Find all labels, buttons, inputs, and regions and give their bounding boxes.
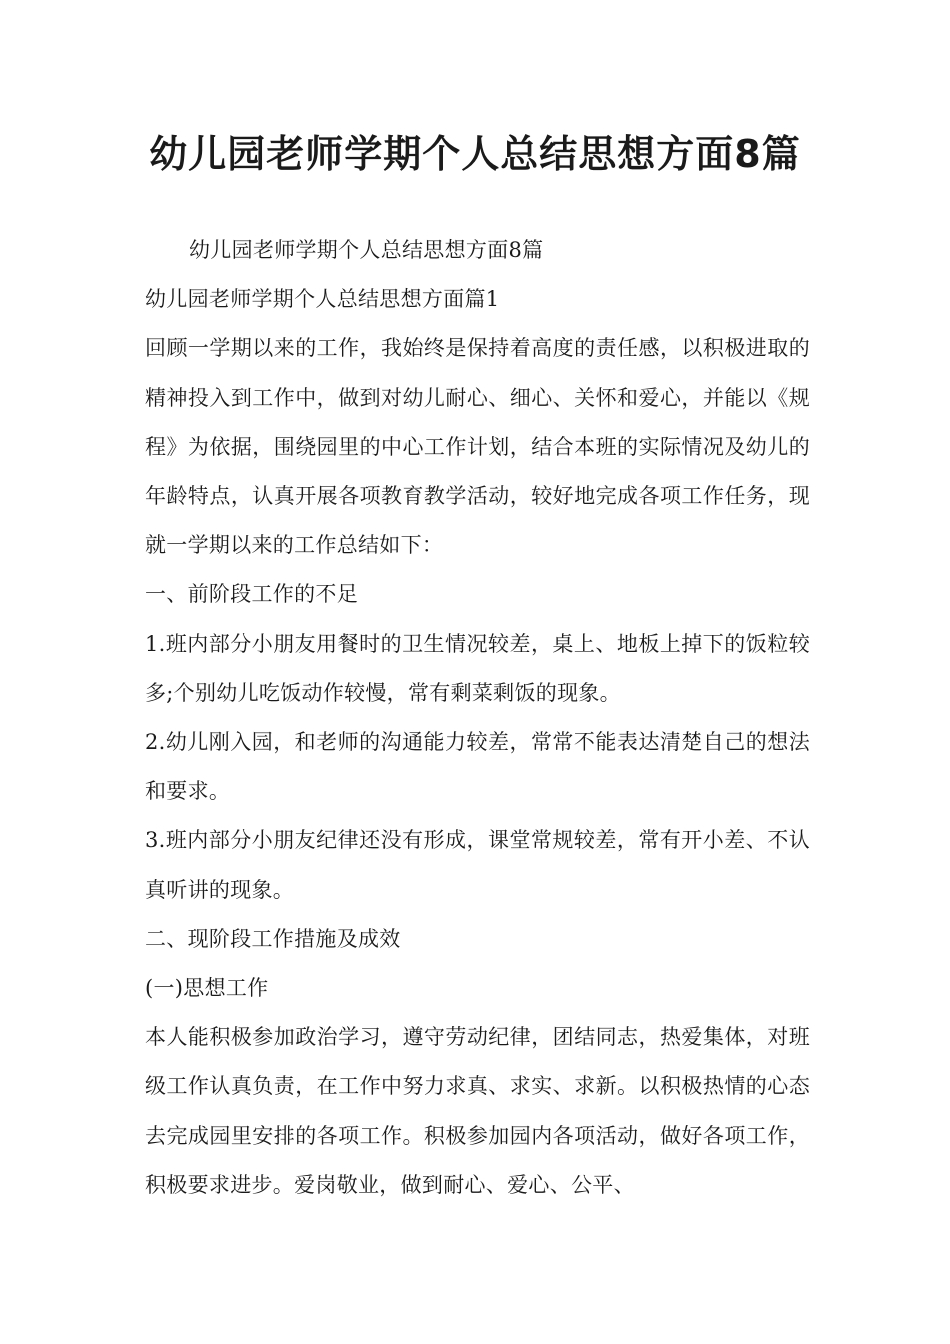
section-heading: 一、前阶段工作的不足: [145, 582, 358, 607]
body-paragraph: 2.幼儿刚入园，和老师的沟通能力较差，常常不能表达清楚自己的想法和要求。: [145, 730, 810, 804]
body-paragraph: 3.班内部分小朋友纪律还没有形成，课堂常规较差，常有开小差、不认真听讲的现象。: [145, 828, 810, 902]
section-heading: 二、现阶段工作措施及成效: [145, 926, 401, 951]
subtitle-paragraph: 幼儿园老师学期个人总结思想方面8篇: [189, 238, 544, 262]
body-paragraph: 回顾一学期以来的工作，我始终是保持着高度的责任感，以积极进取的精神投入到工作中，做到对幼儿耐心、细心、关怀和爱心，并能以《规程》为依据，围绕园里的中心工作计划，结合本班的实际情况及幼儿的年龄特点，认真开展各项教育教学活动，较好地完成各项工作任务，现就一学期以来的工作总结如下：: [145, 336, 810, 558]
document-title: 幼儿园老师学期个人总结思想方面8篇: [149, 132, 801, 176]
body-paragraph: 本人能积极参加政治学习，遵守劳动纪律，团结同志，热爱集体，对班级工作认真负责，在工作中努力求真、求实、求新。以积极热情的心态去完成园里安排的各项工作。积极参加园内各项活动，做好各项工作，积极要求进步。爱岗敬业，做到耐心、爱心、公平、: [145, 1025, 810, 1197]
section-heading: 幼儿园老师学期个人总结思想方面篇1: [145, 287, 500, 312]
document-body: [145, 226, 810, 1210]
body-paragraph: 1.班内部分小朋友用餐时的卫生情况较差，桌上、地板上掉下的饭粒较多;个别幼儿吃饭动作较慢，常有剩菜剩饭的现象。: [145, 631, 810, 705]
sub-heading: (一)思想工作: [145, 976, 269, 1001]
